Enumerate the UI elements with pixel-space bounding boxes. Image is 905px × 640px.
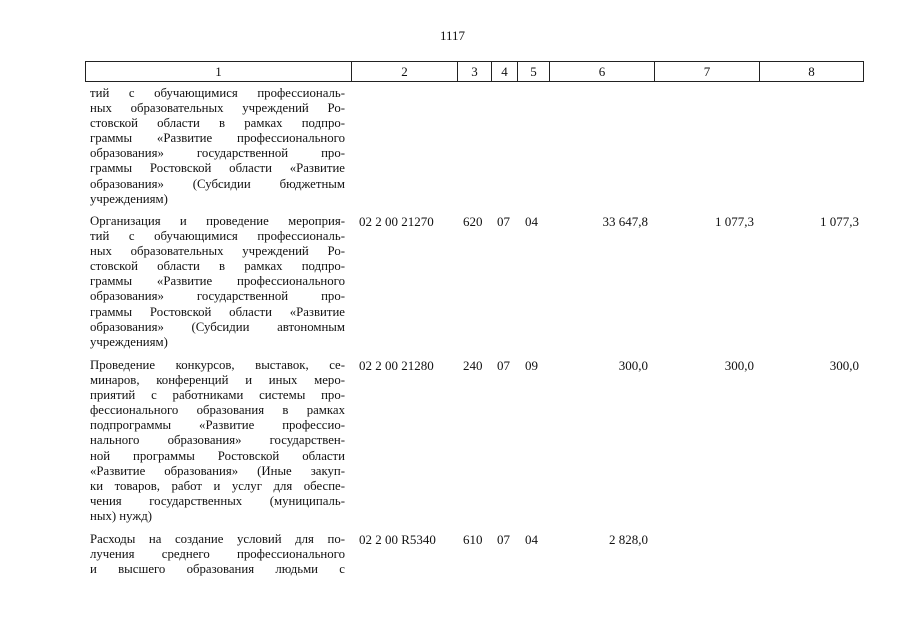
expense-type: 240 (463, 358, 483, 373)
target-article-code: 02 2 00 21280 (359, 358, 434, 373)
amount-column-7: 300,0 (724, 358, 754, 373)
row-description (90, 86, 345, 207)
subsection-code: 04 (525, 532, 538, 547)
subsection-code: 04 (525, 214, 538, 229)
section-code: 07 (497, 532, 510, 547)
description-line: тий с обучающимися профессиональ- (90, 229, 345, 244)
description-line: стовской области в рамках подпро- (90, 259, 345, 274)
description-line: минаров, конференций и иных меро- (90, 373, 345, 388)
column-header-7: 7 (655, 62, 760, 81)
description-line: ки товаров, работ и услуг для обеспе- (90, 478, 345, 493)
row-description (90, 532, 345, 577)
amount-column-8: 1 077,3 (820, 214, 859, 229)
column-header-6: 6 (550, 62, 655, 81)
description-line: и высшего образования людьми с (90, 562, 345, 577)
description-line: подпрограммы «Развитие профессио- (90, 418, 345, 433)
description-line: фессионального образования в рамках (90, 403, 345, 418)
page-number: 1117 (439, 28, 466, 43)
target-article-code: 02 2 00 R5340 (359, 532, 436, 547)
row-description (90, 214, 345, 350)
column-header-1: 1 (86, 62, 352, 81)
column-header-8: 8 (808, 64, 815, 79)
description-line: чения государственных (муниципаль- (90, 493, 345, 508)
description-line: нального образования» государствен- (90, 433, 345, 448)
description-line: ных образовательных учреждений Ро- (90, 101, 345, 116)
section-code: 07 (497, 214, 510, 229)
expense-type: 620 (463, 214, 483, 229)
amount-column-6: 300,0 (618, 358, 648, 373)
description-line: учреждениям) (90, 334, 168, 349)
description-line: граммы Ростовской области «Развитие (90, 161, 345, 176)
column-header-4: 4 (492, 62, 518, 81)
description-line: образования» государственной про- (90, 289, 345, 304)
amount-column-8: 300,0 (829, 358, 859, 373)
column-header-3: 3 (458, 62, 492, 81)
description-line: образования» (Субсидии автономным (90, 319, 345, 334)
column-header-5: 5 (518, 62, 550, 81)
description-line: стовской области в рамках подпро- (90, 116, 345, 131)
column-header-2: 2 (352, 62, 458, 81)
target-article-code: 02 2 00 21270 (359, 214, 434, 229)
description-line: граммы Ростовской области «Развитие (90, 304, 345, 319)
table-header (85, 61, 864, 82)
amount-column-6: 33 647,8 (602, 214, 648, 229)
description-line: лучения среднего профессионального (90, 547, 345, 562)
description-line: приятий с работниками системы про- (90, 388, 345, 403)
description-line: Расходы на создание условий для по- (90, 532, 345, 546)
description-line: Организация и проведение мероприя- (90, 214, 345, 228)
description-line: образования» (Субсидии бюджетным (90, 176, 345, 191)
section-code: 07 (497, 358, 510, 373)
description-line: граммы «Развитие профессионального (90, 131, 345, 146)
description-line: образования» государственной про- (90, 146, 345, 161)
description-line: учреждениям) (90, 191, 168, 206)
subsection-code: 09 (525, 358, 538, 373)
amount-column-7: 1 077,3 (715, 214, 754, 229)
description-line: ных) нужд) (90, 508, 152, 523)
amount-column-6: 2 828,0 (609, 532, 648, 547)
description-line: ной программы Ростовской области (90, 448, 345, 463)
description-line: ных образовательных учреждений Ро- (90, 244, 345, 259)
row-description (90, 358, 345, 524)
expense-type: 610 (463, 532, 483, 547)
description-line: «Развитие образования» (Иные закуп- (90, 463, 345, 478)
description-line: граммы «Развитие профессионального (90, 274, 345, 289)
description-line: тий с обучающимися профессиональ- (90, 86, 345, 100)
description-line: Проведение конкурсов, выставок, се- (90, 358, 345, 372)
